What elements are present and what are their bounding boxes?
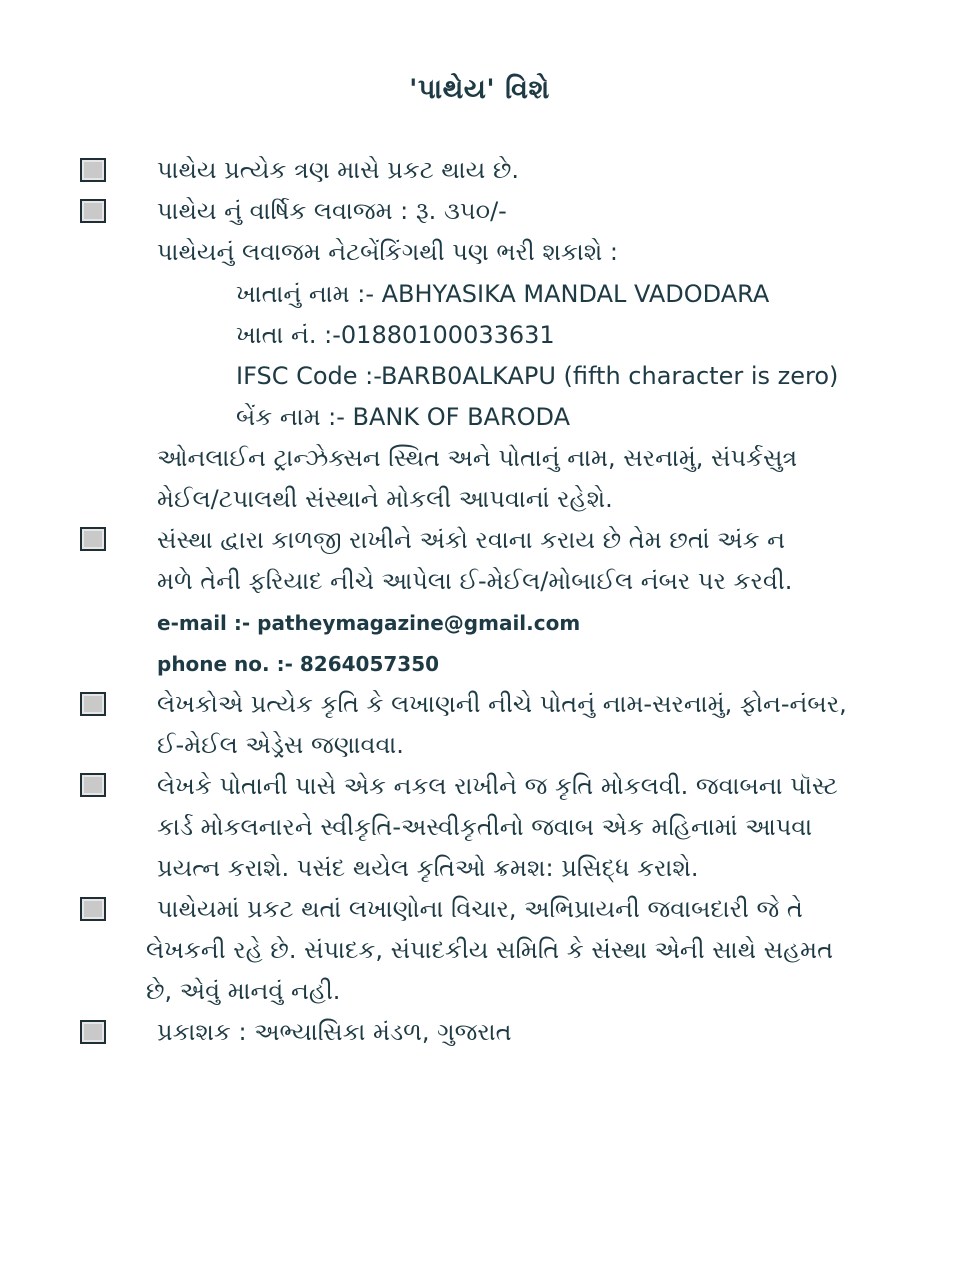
checkbox-icon: [80, 527, 106, 551]
text-line: લેખકોએ પ્રત્યેક કૃતિ કે લખાણની નીચે પોતનું નામ-સરનામું, ફોન-નંબર,: [157, 690, 847, 718]
text-line: પાથેયનું લવાજમ નેટબેંકિંગથી પણ ભરી શકાશે :: [157, 238, 618, 266]
text-line: કાર્ડ મોકલનારને સ્વીકૃતિ-અસ્વીકૃતીનો જવાબ એક મહિનામાં આપવા: [157, 813, 813, 841]
checkbox-icon: [80, 897, 106, 921]
checkbox-icon: [80, 692, 106, 716]
text-line: પાથેયમાં પ્રકટ થતાં લખાણોના વિચાર, અભિપ્રાયની જવાબદારી જે તે: [157, 895, 803, 923]
text-line: લેખકની રહે છે. સંપાદક, સંપાદકીય સમિતિ કે સંસ્થા એની સાથે સહમત: [146, 936, 834, 964]
text-line: પાથેય પ્રત્યેક ત્રણ માસે પ્રકટ થાય છે.: [157, 156, 520, 184]
checkbox-icon: [80, 199, 106, 223]
phone-line: phone no. :- 8264057350: [157, 652, 440, 676]
checkbox-icon: [80, 158, 106, 182]
bank-name: બેંક નામ :- BANK OF BARODA: [236, 403, 571, 431]
text-line: ઈ-મેઈલ એડ્રેસ જણાવવા.: [157, 731, 404, 759]
email-line: e-mail :- patheymagazine@gmail.com: [157, 611, 581, 635]
text-line: પ્રયત્ન કરાશે. પસંદ થયેલ કૃતિઓ ક્રમશ: પ્રસિદ્ધ કરાશે.: [157, 854, 699, 882]
text-line: મેઈલ/ટપાલથી સંસ્થાને મોકલી આપવાનાં રહેશે.: [157, 485, 613, 513]
checkbox-icon: [80, 773, 106, 797]
checkbox-icon: [80, 1020, 106, 1044]
text-line: પાથેય નું વાર્ષિક લવાજમ : રૂ. ૩૫૦/-: [157, 197, 507, 225]
page-title: 'પાથેય' વિશે: [409, 74, 550, 105]
text-line: મળે તેની ફરિયાદ નીચે આપેલા ઈ-મેઈલ/મોબાઈલ નંબર પર કરવી.: [157, 567, 793, 595]
text-line: લેખકે પોતાની પાસે એક નકલ રાખીને જ કૃતિ મોકલવી. જવાબના પૉસ્ટ: [157, 772, 838, 800]
account-name: ખાતાનું નામ :- ABHYASIKA MANDAL VADODARA: [236, 280, 770, 308]
text-line: છે, એવું માનવું નહી.: [146, 977, 341, 1005]
text-line: સંસ્થા દ્વારા કાળજી રાખીને અંકો રવાના કરાય છે તેમ છતાં અંક ન: [157, 526, 786, 554]
ifsc-code: IFSC Code :-BARB0ALKAPU (fifth character is zero): [236, 362, 839, 390]
publisher-line: પ્રકાશક : અભ્યાસિકા મંડળ, ગુજરાત: [157, 1018, 512, 1046]
text-line: ઓનલાઈન ટ્રાન્ઝેક્સન સ્થિત અને પોતાનું નામ, સરનામું, સંપર્કસુત્ર: [157, 444, 798, 472]
account-number: ખાતા નં. :-01880100033631: [236, 321, 555, 349]
